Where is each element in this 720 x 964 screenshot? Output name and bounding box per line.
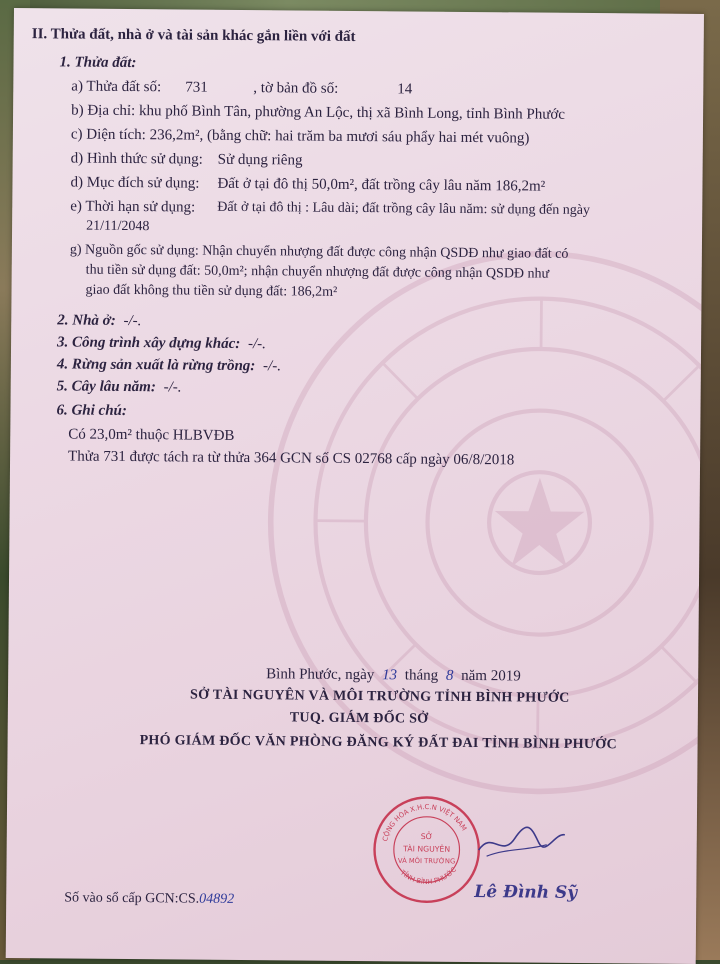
map-number: 14: [397, 81, 412, 98]
svg-text:TỈNH BÌNH PHƯỚC: TỈNH BÌNH PHƯỚC: [398, 865, 458, 886]
origin-line-1: g) Nguồn gốc sử dụng: Nhận chuyển nhượng đất được công nhận QSDĐ như giao đất có: [70, 242, 569, 262]
note-line-2: Thửa 731 được tách ra từ thửa 364 GCN số CS 02768 cấp ngày 06/8/2018: [68, 448, 514, 469]
origin-line-3: giao đất không thu tiền sử dụng đất: 186,2m²: [85, 283, 337, 301]
item-perennial-trees: 5. Cây lâu năm: -/-.: [57, 378, 182, 396]
authority-name: SỞ TÀI NGUYÊN VÀ MÔI TRƯỜNG TỈNH BÌNH PHƯỚC: [190, 688, 570, 707]
item-production-forest: 4. Rừng sản xuất là rừng trồng: -/-.: [57, 356, 281, 375]
parcel-label: a) Thửa đất số:: [71, 79, 161, 97]
address-line: b) Địa chỉ: khu phố Bình Tân, phường An Lộc, thị xã Bình Long, tỉnh Bình Phước: [71, 103, 565, 124]
certificate-page: [6, 8, 704, 964]
svg-text:VÀ MÔI TRƯỜNG: VÀ MÔI TRƯỜNG: [398, 856, 455, 865]
signer-name: Lê Đình Sỹ: [474, 882, 577, 903]
item-other-construction: 3. Công trình xây dựng khác: -/-.: [57, 334, 266, 353]
notes-heading: 6. Ghi chú:: [56, 402, 127, 420]
svg-text:SỞ: SỞ: [421, 831, 433, 841]
term-value: Đất ở tại đô thị : Lâu dài; đất trồng cây lâu năm: sử dụng đến ngày: [217, 200, 590, 219]
area-line: c) Diện tích: 236,2m², (bằng chữ: hai trăm ba mươi sáu phẩy hai mét vuông): [71, 127, 530, 148]
note-line-1: Có 23,0m² thuộc HLBVĐB: [68, 426, 234, 444]
usage-form-value: Sử dụng riêng: [218, 152, 303, 170]
land-heading: 1. Thửa đất:: [59, 54, 136, 72]
section-title: II. Thửa đất, nhà ở và tài sản khác gắn liền với đất: [32, 26, 356, 46]
map-label: , tờ bản đồ số:: [253, 80, 338, 98]
term-label: e) Thời hạn sử dụng:: [70, 198, 195, 216]
svg-text:TÀI NGUYÊN: TÀI NGUYÊN: [402, 844, 450, 853]
signature-icon: [477, 820, 567, 861]
item-house: 2. Nhà ở: -/-.: [57, 312, 141, 330]
signer-position: PHÓ GIÁM ĐỐC VĂN PHÒNG ĐĂNG KÝ ĐẤT ĐAI TỈNH BÌNH PHƯỚC: [140, 733, 617, 753]
sign-date: Bình Phước, ngày 13 tháng 8 năm 2019: [266, 666, 521, 685]
term-date: 21/11/2048: [86, 219, 149, 236]
purpose-label: d) Mục đích sử dụng:: [70, 174, 199, 192]
usage-form-label: d) Hình thức sử dụng:: [71, 151, 203, 169]
official-seal-icon: [368, 793, 485, 906]
origin-line-2: thu tiền sử dụng đất: 50,0m²; nhận chuyển nhượng đất được công nhận QSDĐ như: [86, 263, 550, 283]
register-line: Số vào sổ cấp GCN:CS.04892: [64, 890, 234, 907]
parcel-number: 731: [185, 79, 208, 96]
on-behalf: TUQ. GIÁM ĐỐC SỞ: [290, 710, 429, 727]
svg-text:CỘNG HÒA X.H.C.N VIỆT NAM: CỘNG HÒA X.H.C.N VIỆT NAM: [381, 803, 468, 843]
purpose-value: Đất ở tại đô thị 50,0m², đất trồng cây lâu năm 186,2m²: [217, 176, 545, 196]
